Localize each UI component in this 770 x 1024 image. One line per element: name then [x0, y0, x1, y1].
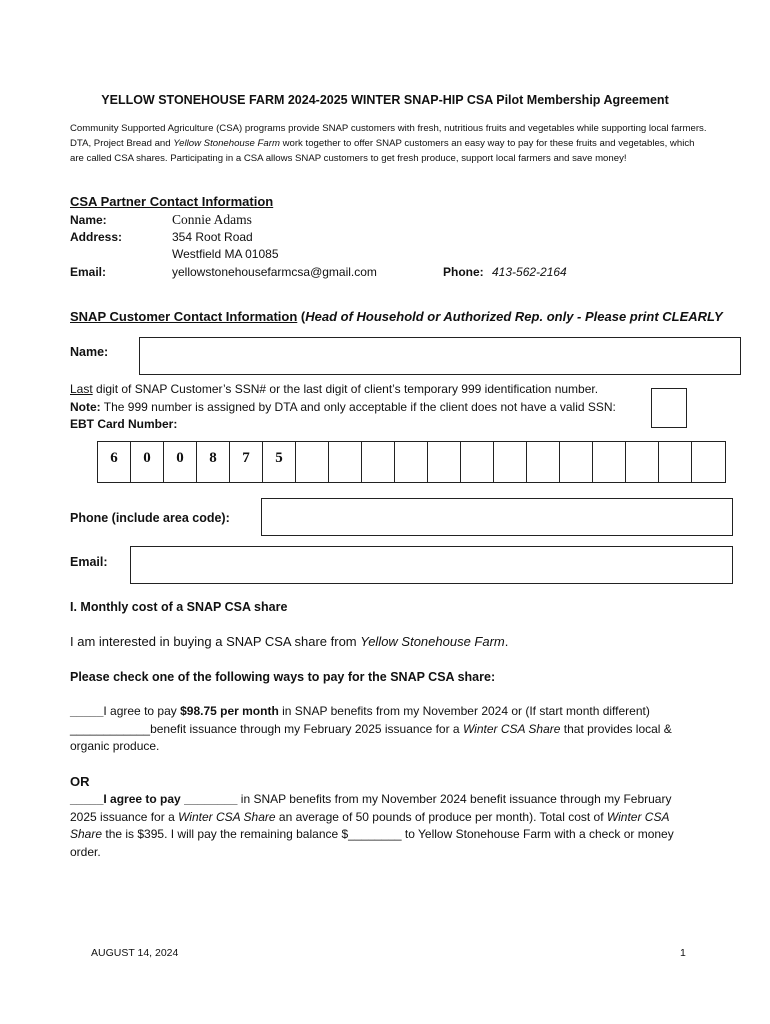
option2-text-c: the is $395. I will pay the remaining balance $________ to Yellow Stonehouse Farm with a check or money order.: [70, 827, 674, 859]
option2-text-a: in SNAP benefits from my November 2024 benefit issuance through my February 2025 issuance for a: [70, 792, 672, 824]
partner-email-label: Email:: [70, 265, 107, 279]
partner-phone-label: Phone:: [443, 265, 484, 279]
option2-check-amount[interactable]: _____I agree to pay ________: [70, 792, 238, 806]
ebt-digit-cell[interactable]: 7: [230, 442, 263, 482]
intro-paragraph: [70, 121, 710, 166]
interest-prefix: I am interested in buying a SNAP CSA share from: [70, 634, 361, 649]
ssn-note-text: The 999 number is assigned by DTA and only acceptable if the client does not have a valid SSN:: [100, 400, 616, 414]
partner-name-label: Name:: [70, 213, 107, 227]
intro-farm-name: Yellow Stonehouse Farm: [173, 138, 280, 149]
customer-phone-input[interactable]: [261, 498, 733, 536]
option1-check-blank[interactable]: _____: [70, 704, 104, 718]
partner-address-line2: Westfield MA 01085: [172, 247, 279, 261]
option1-share: Winter CSA Share: [462, 721, 561, 736]
ebt-digit-cell[interactable]: [527, 442, 560, 482]
option2-text-b: an average of 50 pounds of produce per month). Total cost of: [275, 809, 607, 824]
customer-email-input[interactable]: [130, 546, 733, 584]
ebt-digit-cell[interactable]: [593, 442, 626, 482]
option2-share: Winter CSA Share: [178, 809, 276, 824]
option1-text-a: I agree to pay: [103, 704, 181, 718]
customer-name-label: Name:: [70, 345, 109, 359]
customer-name-input[interactable]: [139, 337, 741, 375]
ebt-digit-cell[interactable]: [329, 442, 362, 482]
option2-share-2: Winter CSA Share: [70, 809, 670, 841]
footer-date: AUGUST 14, 2024: [91, 947, 179, 959]
ebt-digit-cell[interactable]: 0: [164, 442, 197, 482]
partner-address-label: Address:: [70, 230, 123, 244]
ebt-digit-cell[interactable]: [626, 442, 659, 482]
partner-heading: CSA Partner Contact Information: [70, 194, 274, 209]
ebt-digit-cell[interactable]: [428, 442, 461, 482]
interest-sentence: [70, 634, 508, 649]
ebt-digit-cell[interactable]: 0: [131, 442, 164, 482]
ebt-digit-cell[interactable]: [461, 442, 494, 482]
or-divider: OR: [70, 774, 90, 789]
intro-text-1: Community Supported Agriculture (CSA) programs provide SNAP customers with fresh, nutritious fruits and vegetables while supporting local farmers. DTA, Project Bread and: [70, 123, 707, 149]
customer-heading: SNAP Customer Contact Information: [70, 309, 298, 324]
ssn-last-word: Last: [70, 382, 93, 396]
customer-phone-label: Phone (include area code):: [70, 511, 230, 525]
option1-amount: $98.75 per month: [180, 704, 279, 718]
check-heading: Please check one of the following ways to pay for the SNAP CSA share:: [70, 670, 496, 684]
partner-phone-value: 413-562-2164: [492, 265, 567, 279]
ebt-card-number-grid: [97, 441, 726, 483]
partner-email-value: yellowstonehousefarmcsa@gmail.com: [172, 265, 377, 279]
ebt-digit-cell[interactable]: [659, 442, 692, 482]
ebt-digit-cell[interactable]: [395, 442, 428, 482]
option1-text-b: in SNAP benefits from my November 2024 or (If start month different) ____________benefit issuance through my February 2025 issuance for a: [70, 704, 650, 736]
ebt-digit-cell[interactable]: [362, 442, 395, 482]
customer-heading-line: [70, 309, 723, 324]
ebt-digit-cell[interactable]: [296, 442, 329, 482]
document-title: YELLOW STONEHOUSE FARM 2024-2025 WINTER SNAP-HIP CSA Pilot Membership Agreement: [101, 93, 669, 107]
page-number: 1: [680, 947, 686, 959]
ssn-digit-input[interactable]: [651, 388, 687, 428]
ebt-digit-cell[interactable]: [494, 442, 527, 482]
ebt-digit-cell[interactable]: [692, 442, 725, 482]
section1-heading: I. Monthly cost of a SNAP CSA share: [70, 600, 288, 614]
ebt-digit-cell[interactable]: 6: [98, 442, 131, 482]
ssn-note: [70, 399, 616, 417]
customer-heading-paren: (: [297, 309, 306, 324]
ssn-text: digit of SNAP Customer’s SSN# or the last digit of client’s temporary 999 identification number.: [92, 382, 599, 396]
payment-option-2: [70, 791, 695, 861]
interest-suffix: .: [504, 634, 509, 649]
customer-heading-note: Head of Household or Authorized Rep. only - Please print CLEARLY: [305, 309, 723, 324]
ebt-digit-cell[interactable]: 5: [263, 442, 296, 482]
payment-option-1: [70, 703, 700, 756]
interest-farm: Yellow Stonehouse Farm: [360, 634, 505, 649]
ebt-digit-cell[interactable]: 8: [197, 442, 230, 482]
ebt-digit-cell[interactable]: [560, 442, 593, 482]
intro-text-2: work together to offer SNAP customers an easy way to pay for these fruits and vegetables, which are called CSA shares. Participating in a CSA allows SNAP customers to get fresh produce, support local farmers and save money!: [70, 138, 695, 164]
partner-address-line1: 354 Root Road: [172, 230, 253, 244]
ssn-note-label: Note:: [70, 400, 101, 414]
option1-text-c: that provides local & organic produce.: [70, 721, 672, 753]
customer-email-label: Email:: [70, 555, 108, 569]
ebt-label: EBT Card Number:: [70, 417, 178, 431]
partner-name-value: Connie Adams: [172, 212, 252, 227]
ssn-instruction: [70, 381, 598, 399]
